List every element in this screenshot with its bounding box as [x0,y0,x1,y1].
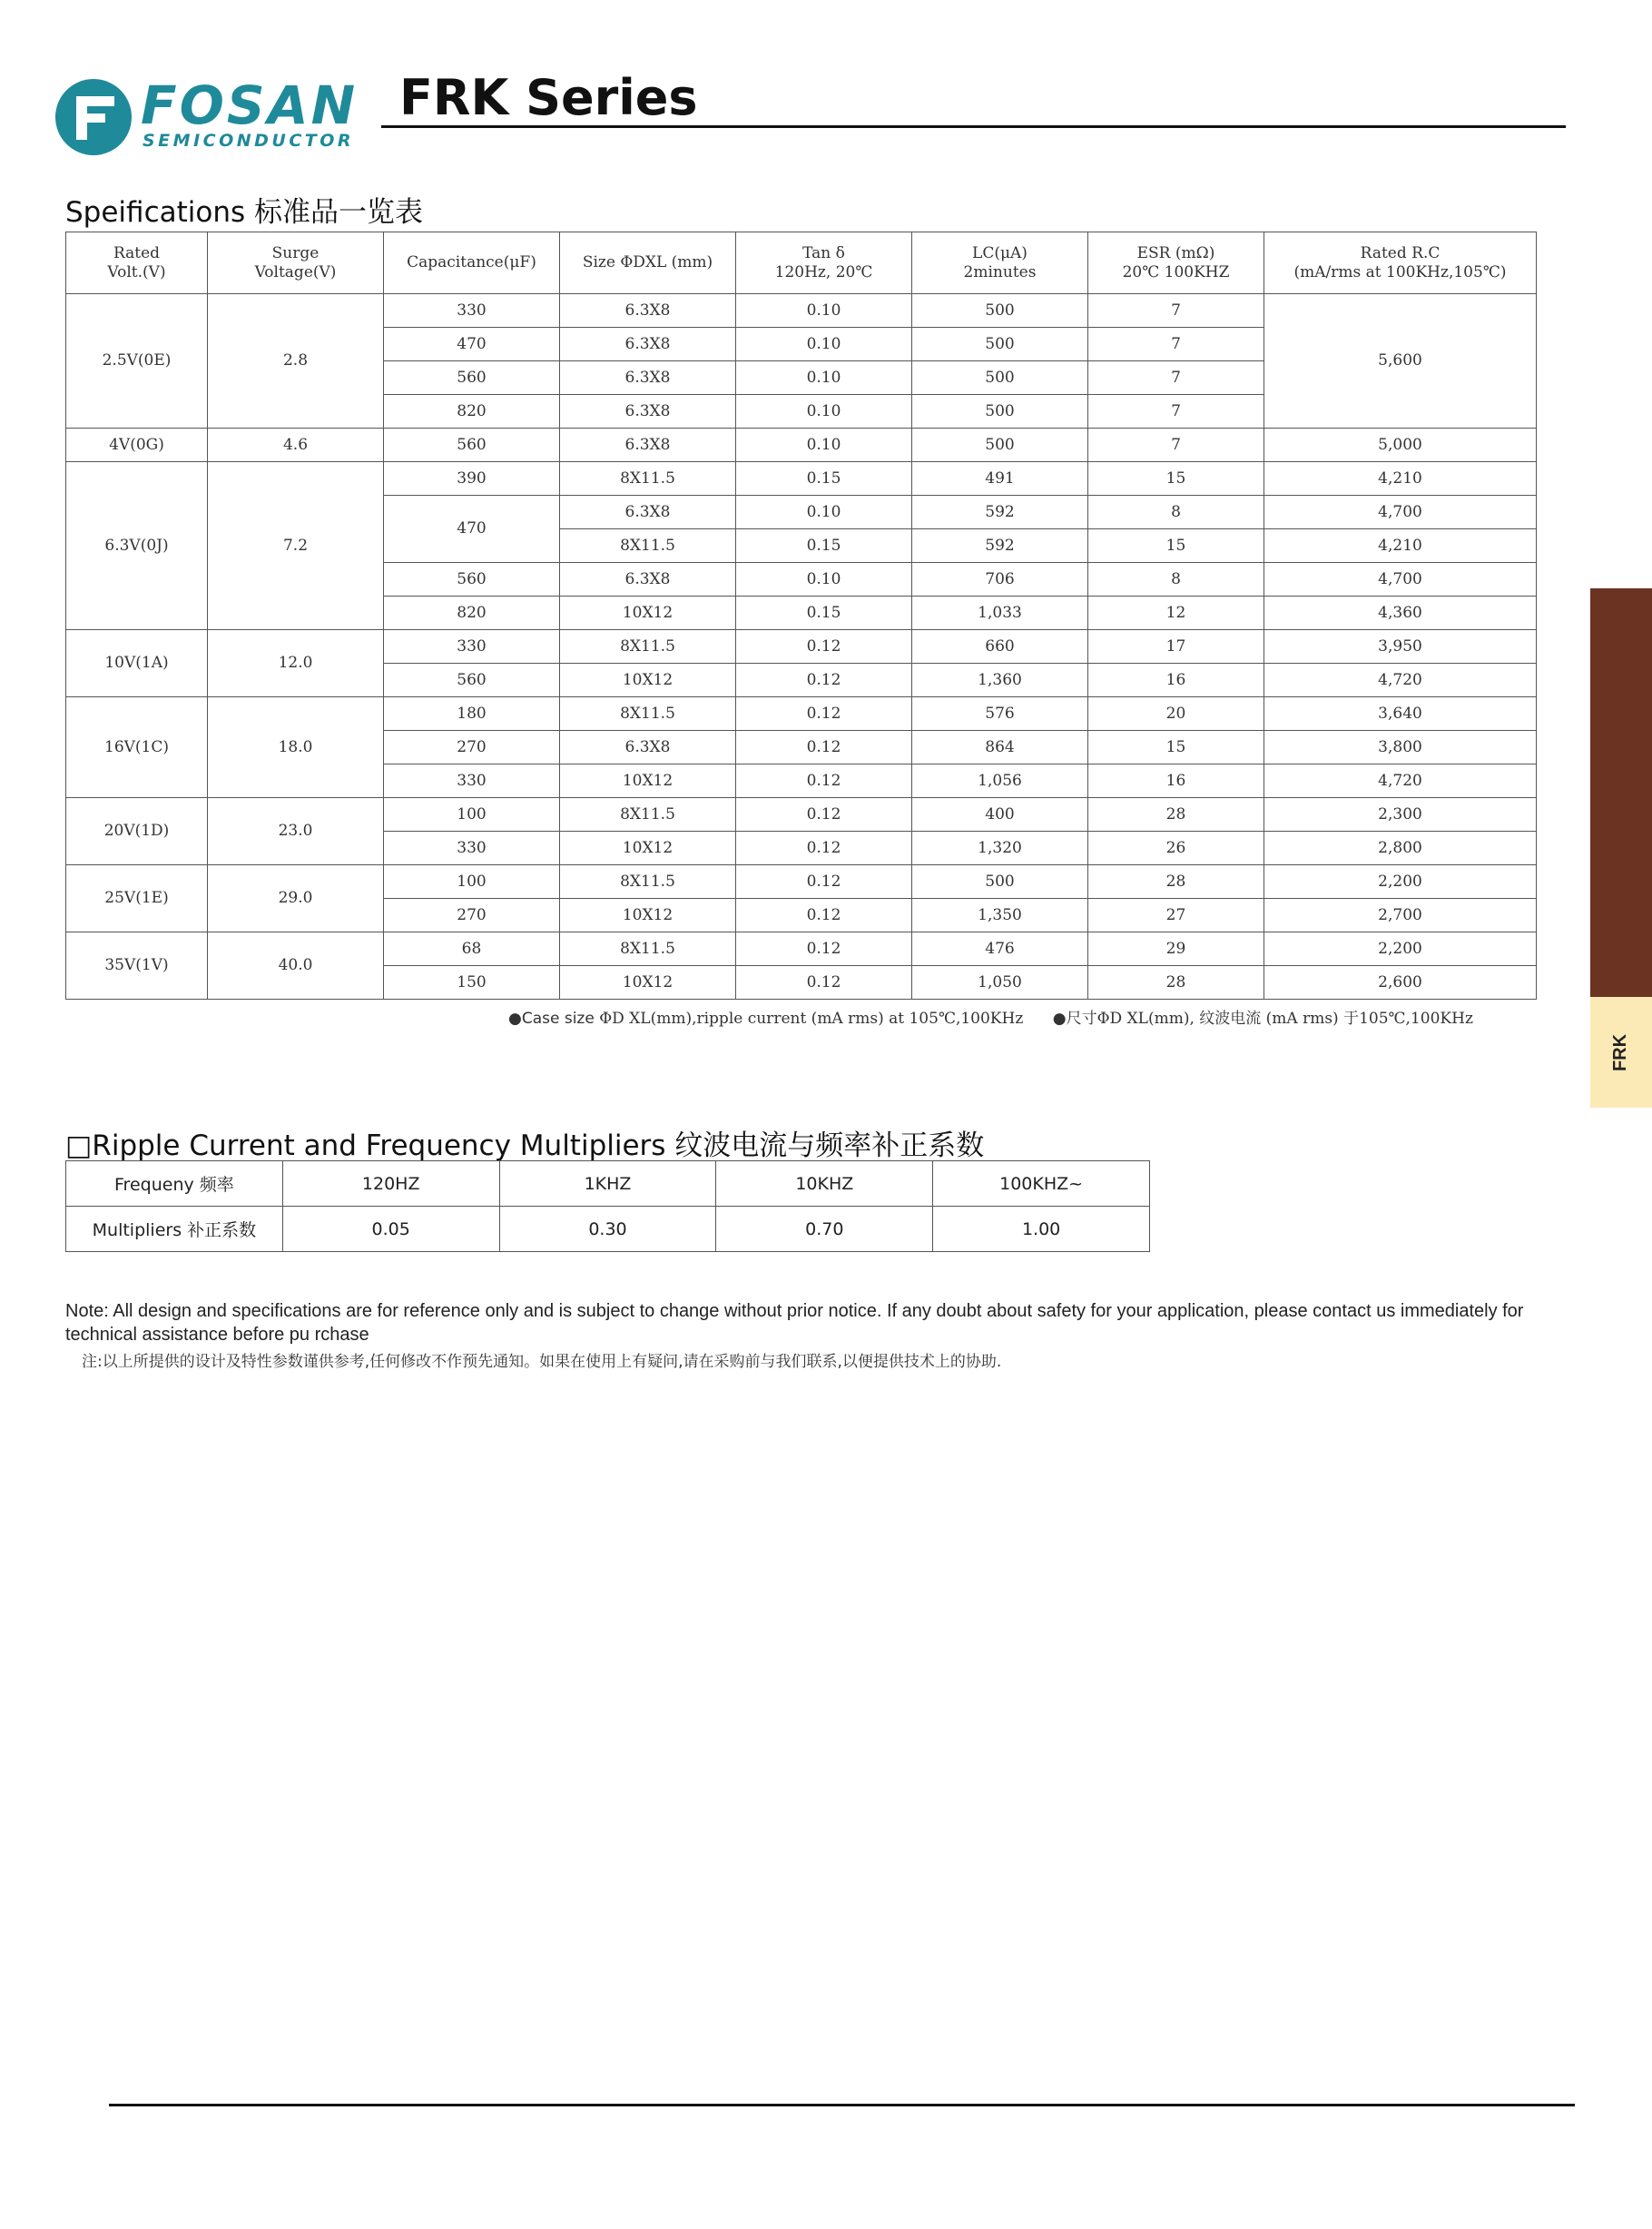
column-header [208,232,384,294]
tan-delta-cell: 0.10 [736,328,912,361]
ripple-section-title: □Ripple Current and Frequency Multipliers 纹波电流与频率补正系数 [65,1129,985,1162]
spec-header-row [66,232,1537,294]
capacitance-cell: 820 [384,597,560,630]
surge-voltage-cell: 7.2 [208,462,384,630]
ripple-current-cell: 4,360 [1264,597,1537,630]
brand-name: FOSAN [141,74,359,136]
size-cell: 8X11.5 [560,697,736,731]
leakage-current-cell: 400 [912,798,1088,832]
leakage-current-cell: 1,033 [912,597,1088,630]
ripple-current-cell: 3,950 [1264,630,1537,664]
spec-section-title: Speifications 标准品一览表 [65,196,423,229]
leakage-current-cell: 1,050 [912,966,1088,1000]
tan-delta-cell: 0.12 [736,664,912,697]
size-cell: 8X11.5 [560,865,736,899]
size-cell: 6.3X8 [560,395,736,429]
size-cell: 8X11.5 [560,462,736,496]
ripple-current-cell: 4,210 [1264,462,1537,496]
esr-cell: 28 [1088,798,1264,832]
ripple-current-cell: 4,700 [1264,563,1537,597]
ripple-current-cell: 3,640 [1264,697,1537,731]
column-header-line: 2minutes [963,262,1037,281]
capacitance-cell: 560 [384,664,560,697]
leakage-current-cell: 706 [912,563,1088,597]
esr-cell: 7 [1088,328,1264,361]
surge-voltage-cell: 2.8 [208,294,384,429]
multiplier-label: Multipliers 补正系数 [66,1207,283,1252]
esr-cell: 7 [1088,294,1264,328]
leakage-current-cell: 592 [912,496,1088,529]
esr-cell: 17 [1088,630,1264,664]
rated-voltage-cell: 16V(1C) [66,697,208,798]
side-tab-bar [1590,588,1652,997]
leakage-current-cell: 500 [912,361,1088,395]
esr-cell: 12 [1088,597,1264,630]
ripple-current-cell: 4,720 [1264,664,1537,697]
ripple-current-cell: 4,210 [1264,529,1537,563]
capacitance-cell: 560 [384,361,560,395]
footer-rule [109,2104,1575,2106]
leakage-current-cell: 500 [912,328,1088,361]
column-header-line: Surge [271,243,320,262]
frequency-cell: 10KHZ [716,1161,933,1207]
capacitance-cell: 330 [384,764,560,798]
multiplier-cell: 0.70 [716,1207,933,1252]
spec-row [66,697,1537,731]
leakage-current-cell: 500 [912,395,1088,429]
brand-subtitle: SEMICONDUCTOR [143,131,355,151]
column-header-line: (mA/rms at 100KHz,105℃) [1293,262,1507,281]
esr-cell: 15 [1088,462,1264,496]
esr-cell: 26 [1088,832,1264,865]
tan-delta-cell: 0.10 [736,361,912,395]
fosan-logo [54,73,381,163]
ripple-current-cell: 4,720 [1264,764,1537,798]
tan-delta-cell: 0.10 [736,294,912,328]
multiplier-cell: 0.30 [499,1207,716,1252]
surge-voltage-cell: 29.0 [208,865,384,932]
esr-cell: 15 [1088,731,1264,764]
size-cell: 6.3X8 [560,361,736,395]
note-english: Note: All design and specifications are for reference only and is subject to change without prior notice. If any doubt about safety for your application, please contact us immediately for technical assistance before pu rchase [65,1301,1524,1345]
capacitance-cell: 820 [384,395,560,429]
size-cell: 10X12 [560,597,736,630]
esr-cell: 7 [1088,361,1264,395]
size-cell: 10X12 [560,764,736,798]
fosan-logo-icon [54,78,133,156]
column-header-line: Size ΦDXL (mm) [582,253,713,271]
size-cell: 10X12 [560,966,736,1000]
side-tab-label: FRK [1610,1033,1631,1071]
size-cell: 8X11.5 [560,630,736,664]
ripple-current-cell: 2,600 [1264,966,1537,1000]
ripple-multiplier-row [66,1207,1150,1252]
esr-cell: 16 [1088,764,1264,798]
spec-row [66,798,1537,832]
note-chinese: 注:以上所提供的设计及特性参数谨供参考,任何修改不作预先通知。如果在使用上有疑问,请在采购前与我们联系,以便提供技术上的协助. [82,1353,1002,1371]
column-header-line: Rated [113,243,161,262]
size-cell: 6.3X8 [560,429,736,462]
spec-row [66,294,1537,328]
column-header-line: 120Hz, 20℃ [774,262,873,281]
esr-cell: 28 [1088,966,1264,1000]
capacitance-cell: 560 [384,563,560,597]
leakage-current-cell: 1,320 [912,832,1088,865]
tan-delta-cell: 0.12 [736,764,912,798]
frequency-cell: 1KHZ [499,1161,716,1207]
leakage-current-cell: 1,350 [912,899,1088,932]
spec-table-body [66,294,1537,1000]
tan-delta-cell: 0.15 [736,597,912,630]
side-tab-label-wrap [1590,997,1652,1108]
ripple-current-cell: 2,800 [1264,832,1537,865]
column-header-line: 20℃ 100KHZ [1122,262,1230,281]
multiplier-cell: 1.00 [933,1207,1150,1252]
size-cell: 10X12 [560,899,736,932]
size-cell: 8X11.5 [560,932,736,966]
size-cell: 8X11.5 [560,529,736,563]
column-header [384,232,560,294]
leakage-current-cell: 1,056 [912,764,1088,798]
leakage-current-cell: 592 [912,529,1088,563]
column-header [1088,232,1264,294]
esr-cell: 8 [1088,563,1264,597]
ripple-current-cell: 3,800 [1264,731,1537,764]
esr-cell: 7 [1088,429,1264,462]
surge-voltage-cell: 23.0 [208,798,384,865]
esr-cell: 27 [1088,899,1264,932]
surge-voltage-cell: 12.0 [208,630,384,697]
column-header-line: Voltage(V) [254,262,337,281]
capacitance-cell: 560 [384,429,560,462]
leakage-current-cell: 476 [912,932,1088,966]
tan-delta-cell: 0.10 [736,395,912,429]
size-cell: 6.3X8 [560,563,736,597]
rated-voltage-cell: 35V(1V) [66,932,208,1000]
capacitance-cell: 150 [384,966,560,1000]
frequency-label: Frequeny 频率 [66,1161,283,1207]
rated-voltage-cell: 2.5V(0E) [66,294,208,429]
surge-voltage-cell: 18.0 [208,697,384,798]
tan-delta-cell: 0.10 [736,429,912,462]
footnote-cn-text: ΦD XL(mm), 纹波电流 (mA rms) 于105℃,100KHz [1096,1010,1473,1028]
capacitance-cell: 470 [384,328,560,361]
capacitance-cell: 330 [384,294,560,328]
ripple-table [65,1160,1150,1252]
esr-cell: 16 [1088,664,1264,697]
header-rule [381,125,1566,128]
column-header [736,232,912,294]
surge-voltage-cell: 40.0 [208,932,384,1000]
size-cell: 6.3X8 [560,294,736,328]
spec-row [66,865,1537,899]
spec-row [66,429,1537,462]
tan-delta-cell: 0.12 [736,697,912,731]
leakage-current-cell: 660 [912,630,1088,664]
leakage-current-cell: 576 [912,697,1088,731]
capacitance-cell: 330 [384,832,560,865]
leakage-current-cell: 864 [912,731,1088,764]
spec-footnote [508,1005,1539,1028]
rated-voltage-cell: 4V(0G) [66,429,208,462]
size-cell: 6.3X8 [560,328,736,361]
leakage-current-cell: 500 [912,429,1088,462]
column-header-line: Capacitance(μF) [407,253,536,271]
spec-table [65,232,1537,1000]
tan-delta-cell: 0.12 [736,932,912,966]
capacitance-cell: 100 [384,865,560,899]
rated-voltage-cell: 20V(1D) [66,798,208,865]
spec-row [66,932,1537,966]
esr-cell: 20 [1088,697,1264,731]
ripple-frequency-row [66,1161,1150,1207]
capacitance-cell: 270 [384,731,560,764]
footnote-cn-label: ●尺寸 [1052,1010,1097,1028]
column-header-line: ESR (mΩ) [1136,243,1215,262]
rated-voltage-cell: 6.3V(0J) [66,462,208,630]
footnote-en-label: ●Case size [508,1010,595,1028]
column-header-line: LC(μA) [972,243,1028,262]
ripple-current-cell: 2,200 [1264,865,1537,899]
ripple-current-cell: 5,600 [1264,294,1537,429]
capacitance-cell: 390 [384,462,560,496]
capacitance-cell: 68 [384,932,560,966]
rated-voltage-cell: 10V(1A) [66,630,208,697]
spec-row [66,630,1537,664]
tan-delta-cell: 0.10 [736,563,912,597]
size-cell: 10X12 [560,832,736,865]
ripple-current-cell: 2,700 [1264,899,1537,932]
tan-delta-cell: 0.12 [736,798,912,832]
spec-row [66,462,1537,496]
tan-delta-cell: 0.12 [736,865,912,899]
multiplier-cell: 0.05 [282,1207,499,1252]
esr-cell: 8 [1088,496,1264,529]
esr-cell: 7 [1088,395,1264,429]
esr-cell: 15 [1088,529,1264,563]
column-header [66,232,208,294]
tan-delta-cell: 0.12 [736,731,912,764]
column-header [560,232,736,294]
column-header-line: Rated R.C [1360,243,1441,262]
tan-delta-cell: 0.12 [736,899,912,932]
size-cell: 6.3X8 [560,496,736,529]
size-cell: 6.3X8 [560,731,736,764]
capacitance-cell: 180 [384,697,560,731]
capacitance-cell: 270 [384,899,560,932]
tan-delta-cell: 0.15 [736,529,912,563]
ripple-current-cell: 2,200 [1264,932,1537,966]
tan-delta-cell: 0.12 [736,832,912,865]
leakage-current-cell: 491 [912,462,1088,496]
size-cell: 8X11.5 [560,798,736,832]
size-cell: 10X12 [560,664,736,697]
footnote-en-text: ΦD XL(mm),ripple current (mA rms) at 105℃,100KHz [594,1010,1024,1028]
ripple-current-cell: 4,700 [1264,496,1537,529]
leakage-current-cell: 500 [912,865,1088,899]
capacitance-cell: 100 [384,798,560,832]
ripple-current-cell: 2,300 [1264,798,1537,832]
column-header-line: Tan δ [802,243,845,262]
tan-delta-cell: 0.12 [736,630,912,664]
rated-voltage-cell: 25V(1E) [66,865,208,932]
column-header [912,232,1088,294]
tan-delta-cell: 0.10 [736,496,912,529]
ripple-current-cell: 5,000 [1264,429,1537,462]
tan-delta-cell: 0.12 [736,966,912,1000]
column-header-line: Volt.(V) [107,262,166,281]
esr-cell: 29 [1088,932,1264,966]
capacitance-cell: 330 [384,630,560,664]
esr-cell: 28 [1088,865,1264,899]
column-header [1264,232,1537,294]
frequency-cell: 120HZ [282,1161,499,1207]
tan-delta-cell: 0.15 [736,462,912,496]
series-title: FRK Series [399,69,698,126]
capacitance-cell: 470 [384,496,560,563]
leakage-current-cell: 1,360 [912,664,1088,697]
spec-table-header [66,232,1537,294]
frequency-cell: 100KHZ~ [933,1161,1150,1207]
leakage-current-cell: 500 [912,294,1088,328]
surge-voltage-cell: 4.6 [208,429,384,462]
